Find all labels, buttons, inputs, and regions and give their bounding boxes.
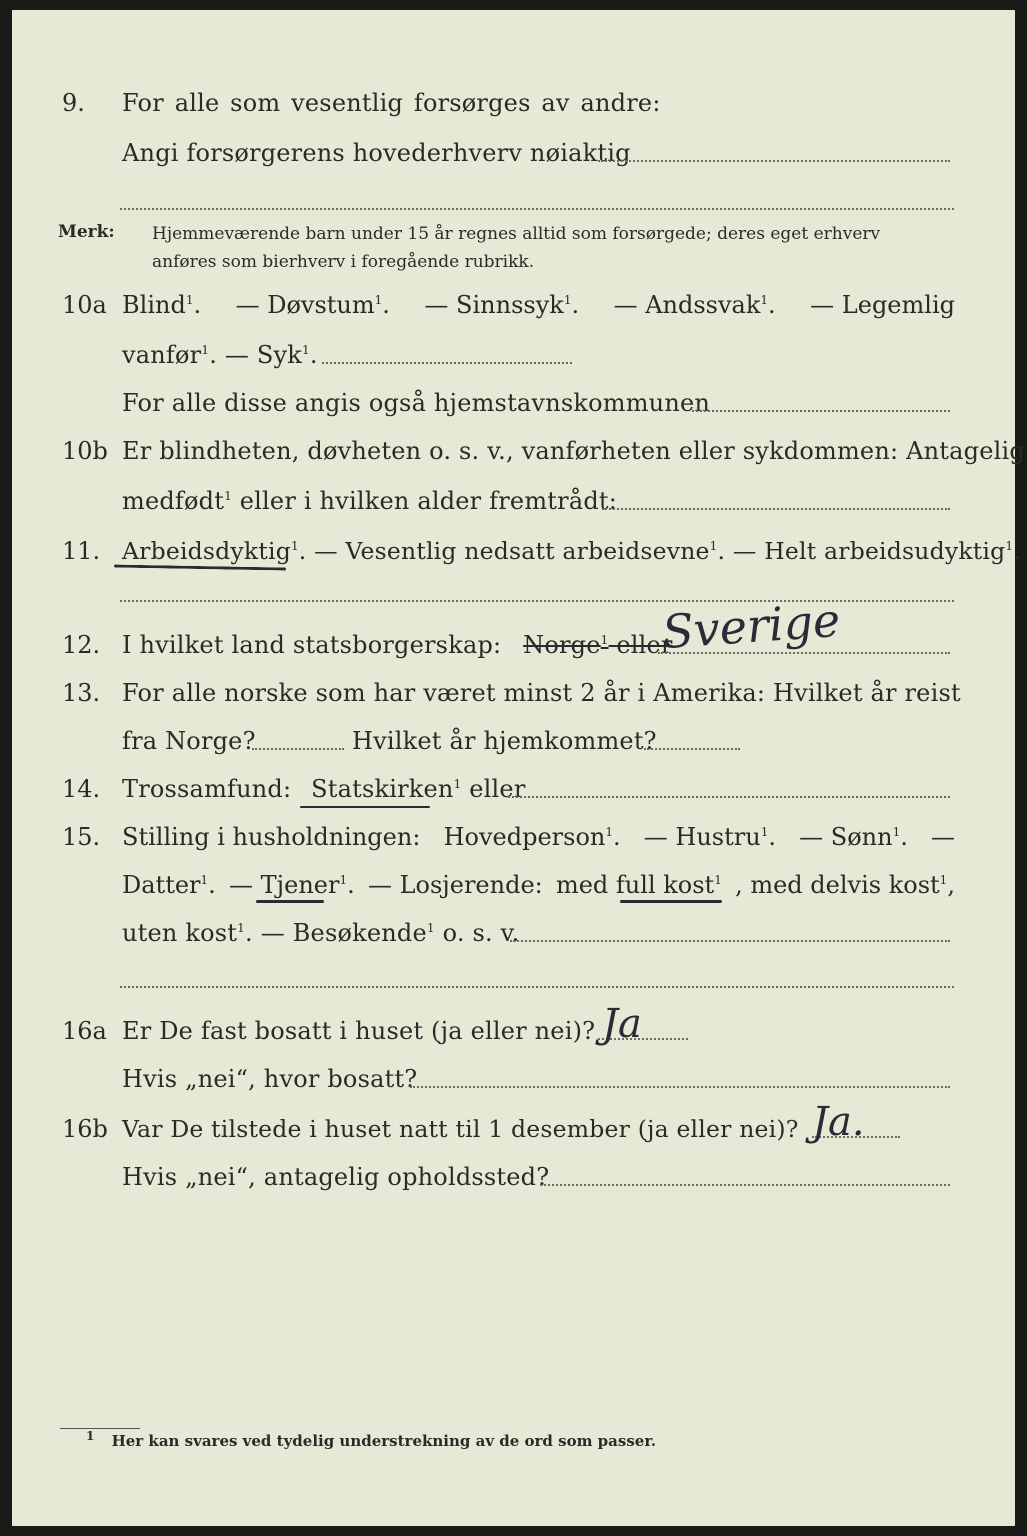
q15-rule bbox=[120, 986, 954, 988]
q10a-opt-blind[interactable]: Blind$^1$. bbox=[122, 291, 202, 319]
q12-handwritten-answer: Sverige bbox=[660, 592, 842, 660]
q13-line2-b: Hvilket år hjemkommet? bbox=[352, 727, 657, 755]
q10a-line3: For alle disse angis også hjemstavnskommunen bbox=[122, 389, 711, 417]
q15-opt-uten-kost[interactable]: uten kost$^1$. bbox=[122, 919, 253, 947]
q14-label: Trossamfund: bbox=[122, 775, 292, 803]
q10a-opt-vanfor[interactable]: vanfør$^1$. bbox=[122, 341, 218, 369]
q11-opt-arbeidsdyktig[interactable]: Arbeidsdyktig$^1$. bbox=[122, 537, 307, 565]
q10b-line1: Er blindheten, døvheten o. s. v., vanførheten eller sykdommen: Antagelig bbox=[122, 437, 1025, 465]
q10a-opt-syk[interactable]: — Syk$^1$. bbox=[224, 341, 318, 369]
q13-number: 13. bbox=[62, 679, 101, 707]
q10b-answer-line[interactable] bbox=[602, 508, 950, 510]
q15-opt-delvis-kost[interactable]: , med delvis kost$^1$, bbox=[735, 871, 955, 899]
q15-opt-hustru[interactable]: — Hustru$^1$. bbox=[643, 823, 776, 851]
q11-number: 11. bbox=[62, 537, 101, 565]
q10a-opt-dovstum[interactable]: — Døvstum$^1$. bbox=[235, 291, 390, 319]
q16a-bosatt-line[interactable] bbox=[410, 1086, 950, 1088]
merk-line2: anføres som bierhverv i foregående rubrikk. bbox=[152, 252, 535, 272]
q12-number: 12. bbox=[62, 631, 101, 659]
q10a-opt-sinnssyk[interactable]: — Sinnssyk$^1$. bbox=[424, 291, 580, 319]
q9-answer-line[interactable] bbox=[598, 160, 950, 162]
merk-label: Merk: bbox=[58, 222, 115, 242]
q16b-number: 16b bbox=[62, 1115, 108, 1143]
q15-tjener-underline bbox=[256, 900, 324, 903]
q13-reist-line[interactable] bbox=[252, 748, 344, 750]
q15-line1 bbox=[122, 822, 955, 852]
q10a-opt-legemlig[interactable]: — Legemlig bbox=[810, 291, 955, 319]
q14-answer-line[interactable] bbox=[508, 796, 950, 798]
q15-opt-tjener[interactable]: — Tjener$^1$. bbox=[229, 871, 355, 899]
q10b-line2 bbox=[122, 486, 617, 516]
q13-line2-a: fra Norge? bbox=[122, 727, 256, 755]
q15-line2 bbox=[122, 870, 955, 900]
q14-line bbox=[122, 774, 526, 804]
census-form-page bbox=[12, 10, 1025, 1526]
q14-opt-statskirken[interactable]: Statskirken$^1$ bbox=[311, 775, 462, 803]
footnote-mark: 1 bbox=[86, 1429, 95, 1443]
q13-line1: For alle norske som har været minst 2 år i Amerika: Hvilket år reist bbox=[122, 679, 961, 707]
q16a-line2: Hvis „nei“, hvor bosatt? bbox=[122, 1065, 418, 1093]
merk-line1: Hjemmeværende barn under 15 år regnes alltid som forsørgede; deres eget erhverv bbox=[152, 224, 881, 244]
q12-opt-norge[interactable]: Norge$^1$ eller bbox=[523, 631, 673, 659]
q10a-answer-line[interactable] bbox=[322, 362, 572, 364]
q10a-line2 bbox=[122, 340, 318, 370]
q9-line1: For alle som vesentlig forsørges av andre: bbox=[122, 89, 661, 117]
q10b-opt-medfodt[interactable]: medfødt$^1$ bbox=[122, 487, 232, 515]
q15-osv: o. s. v. bbox=[442, 919, 520, 947]
q12-question: I hvilket land statsborgerskap: bbox=[122, 631, 502, 659]
q15-opt-datter[interactable]: Datter$^1$. bbox=[122, 871, 216, 899]
q11-line bbox=[122, 536, 1021, 566]
q10b-alder-label: eller i hvilken alder fremtrådt: bbox=[239, 487, 618, 515]
q9-rule bbox=[120, 208, 954, 210]
q15-line3 bbox=[122, 918, 519, 948]
q15-opt-full-kost[interactable]: med full kost$^1$ bbox=[555, 871, 722, 899]
q16b-handwritten-answer: Ja. bbox=[812, 1099, 865, 1145]
q15-opt-hovedperson[interactable]: Hovedperson$^1$. bbox=[443, 823, 621, 851]
q14-tail: eller bbox=[469, 775, 526, 803]
q15-opt-besokende[interactable]: — Besøkende$^1$ bbox=[260, 919, 435, 947]
q13-hjemkommet-line[interactable] bbox=[644, 748, 740, 750]
footnote-rule bbox=[60, 1428, 140, 1429]
q16b-line1: Var De tilstede i huset natt til 1 desember (ja eller nei)? bbox=[122, 1115, 799, 1143]
q15-losjerende: — Losjerende: bbox=[367, 871, 543, 899]
q15-kost-underline bbox=[620, 900, 722, 903]
footnote bbox=[86, 1430, 656, 1452]
q10a-kommune-line[interactable] bbox=[692, 410, 950, 412]
q15-dash: — bbox=[931, 823, 955, 851]
q15-label: Stilling i husholdningen: bbox=[122, 823, 421, 851]
q15-opt-sonn[interactable]: — Sønn$^1$. bbox=[799, 823, 908, 851]
footnote-text: Her kan svares ved tydelig understrekning av de ord som passer. bbox=[111, 1432, 657, 1450]
q14-number: 14. bbox=[62, 775, 101, 803]
q11-opt-udyktig[interactable]: — Helt arbeidsudyktig$^1$. bbox=[732, 537, 1021, 565]
q16b-opholdssted-line[interactable] bbox=[540, 1184, 950, 1186]
q9-number: 9. bbox=[62, 89, 85, 117]
q12-line bbox=[122, 630, 673, 660]
q16a-handwritten-answer: Ja bbox=[602, 1001, 642, 1047]
q10a-number: 10a bbox=[62, 291, 107, 319]
q16b-line2: Hvis „nei“, antagelig opholdssted? bbox=[122, 1163, 550, 1191]
q10a-opt-andssvak[interactable]: — Andssvak$^1$. bbox=[613, 291, 776, 319]
q9-line2: Angi forsørgerens hovederhverv nøiaktig bbox=[122, 139, 631, 167]
q10b-number: 10b bbox=[62, 437, 108, 465]
q15-answer-line[interactable] bbox=[510, 940, 950, 942]
q16a-number: 16a bbox=[62, 1017, 107, 1045]
q11-opt-nedsatt[interactable]: — Vesentlig nedsatt arbeidsevne$^1$. bbox=[314, 537, 726, 565]
q14-underline-mark bbox=[300, 806, 430, 808]
q15-number: 15. bbox=[62, 823, 101, 851]
q10a-line1 bbox=[122, 290, 955, 320]
q16a-line1: Er De fast bosatt i huset (ja eller nei)? bbox=[122, 1017, 596, 1045]
